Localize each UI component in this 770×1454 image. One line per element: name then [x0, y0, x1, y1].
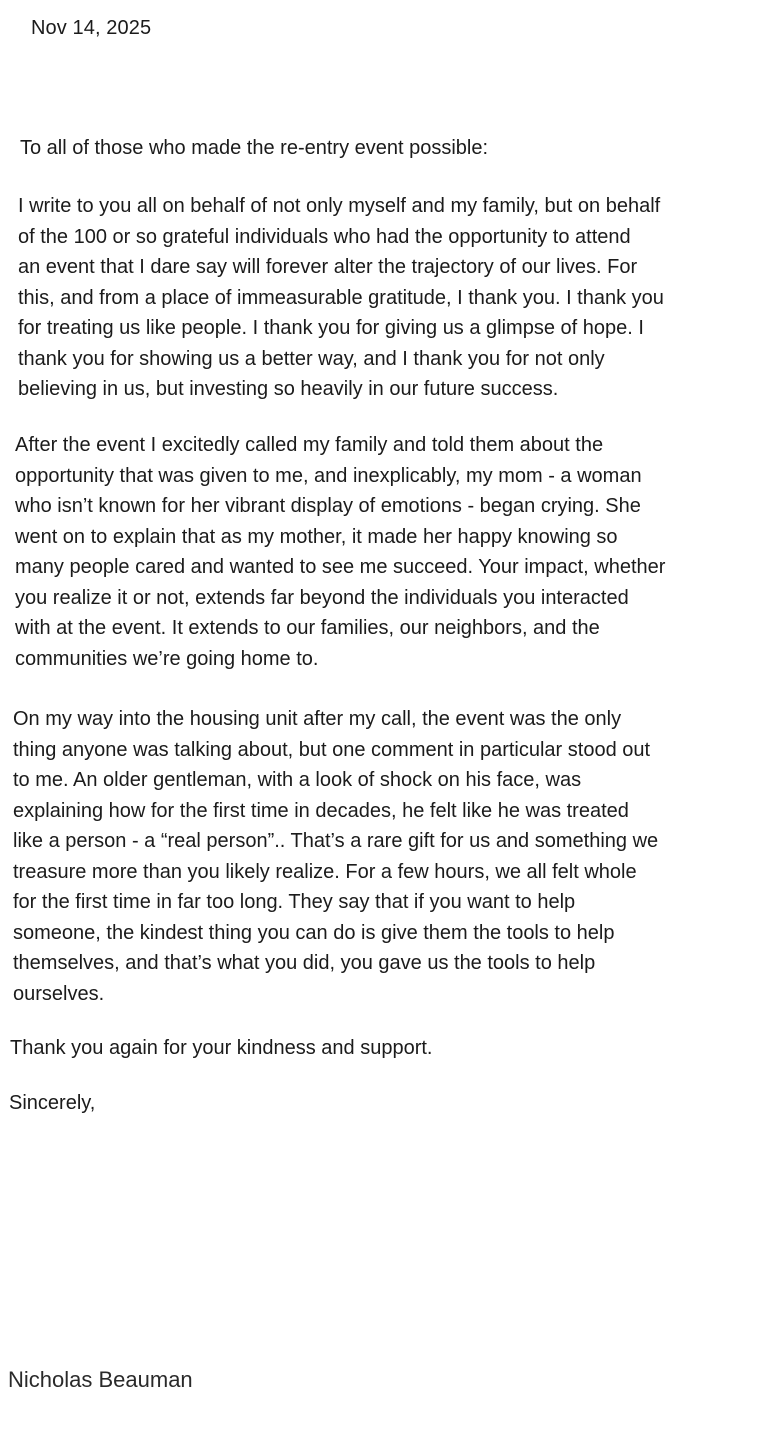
text-line: for the first time in far too long. They say that if you want to help: [13, 891, 576, 913]
text-line: ourselves.: [13, 982, 105, 1005]
letter-signoff: Sincerely,: [9, 1092, 96, 1114]
signature-name: Nicholas Beauman: [8, 1367, 193, 1392]
text-line: believing in us, but investing so heavily in our future success.: [18, 378, 559, 400]
letter-paragraph-1: [18, 191, 664, 405]
letter-paragraph-3: [13, 704, 658, 1009]
text-line: to me. An older gentleman, with a look of shock on his face, was: [13, 769, 582, 791]
text-line: with at the event. It extends to our families, our neighbors, and the: [15, 617, 600, 639]
text-line: you realize it or not, extends far beyond the individuals you interacted: [15, 586, 629, 609]
text-line: communities we’re going home to.: [15, 647, 319, 670]
text-line: who isn’t known for her vibrant display of emotions - began crying. She: [15, 495, 641, 517]
text-line: many people cared and wanted to see me succeed. Your impact, whether: [15, 556, 666, 578]
text-line: I write to you all on behalf of not only myself and my family, but on behalf: [18, 195, 661, 217]
text-line: someone, the kindest thing you can do is give them the tools to help: [13, 921, 615, 944]
text-line: this, and from a place of immeasurable gratitude, I thank you. I thank you: [18, 286, 664, 309]
text-line: explaining how for the first time in decades, he felt like he was treated: [13, 799, 629, 822]
text-line: went on to explain that as my mother, it made her happy knowing so: [15, 525, 618, 548]
text-line: On my way into the housing unit after my call, the event was the only: [13, 708, 622, 730]
letter-date: Nov 14, 2025: [31, 17, 152, 39]
text-line: thing anyone was talking about, but one comment in particular stood out: [13, 738, 651, 761]
letter-paragraph-2: [15, 430, 665, 674]
text-line: for treating us like people. I thank you for giving us a glimpse of hope. I: [18, 317, 644, 339]
text-line: treasure more than you likely realize. For a few hours, we all felt whole: [13, 860, 637, 883]
letter-closing: Thank you again for your kindness and support.: [10, 1037, 433, 1059]
text-line: an event that I dare say will forever alter the trajectory of our lives. For: [18, 256, 638, 278]
text-line: After the event I excitedly called my family and told them about the: [15, 434, 604, 456]
text-line: thank you for showing us a better way, and I thank you for not only: [18, 347, 605, 370]
text-line: themselves, and that’s what you did, you gave us the tools to help: [13, 952, 596, 974]
text-line: of the 100 or so grateful individuals who had the opportunity to attend: [18, 225, 631, 248]
text-line: like a person - a “real person”.. That’s a rare gift for us and something we: [13, 830, 659, 852]
letter-salutation: To all of those who made the re-entry event possible:: [20, 137, 489, 159]
text-line: opportunity that was given to me, and inexplicably, my mom - a woman: [15, 464, 642, 487]
